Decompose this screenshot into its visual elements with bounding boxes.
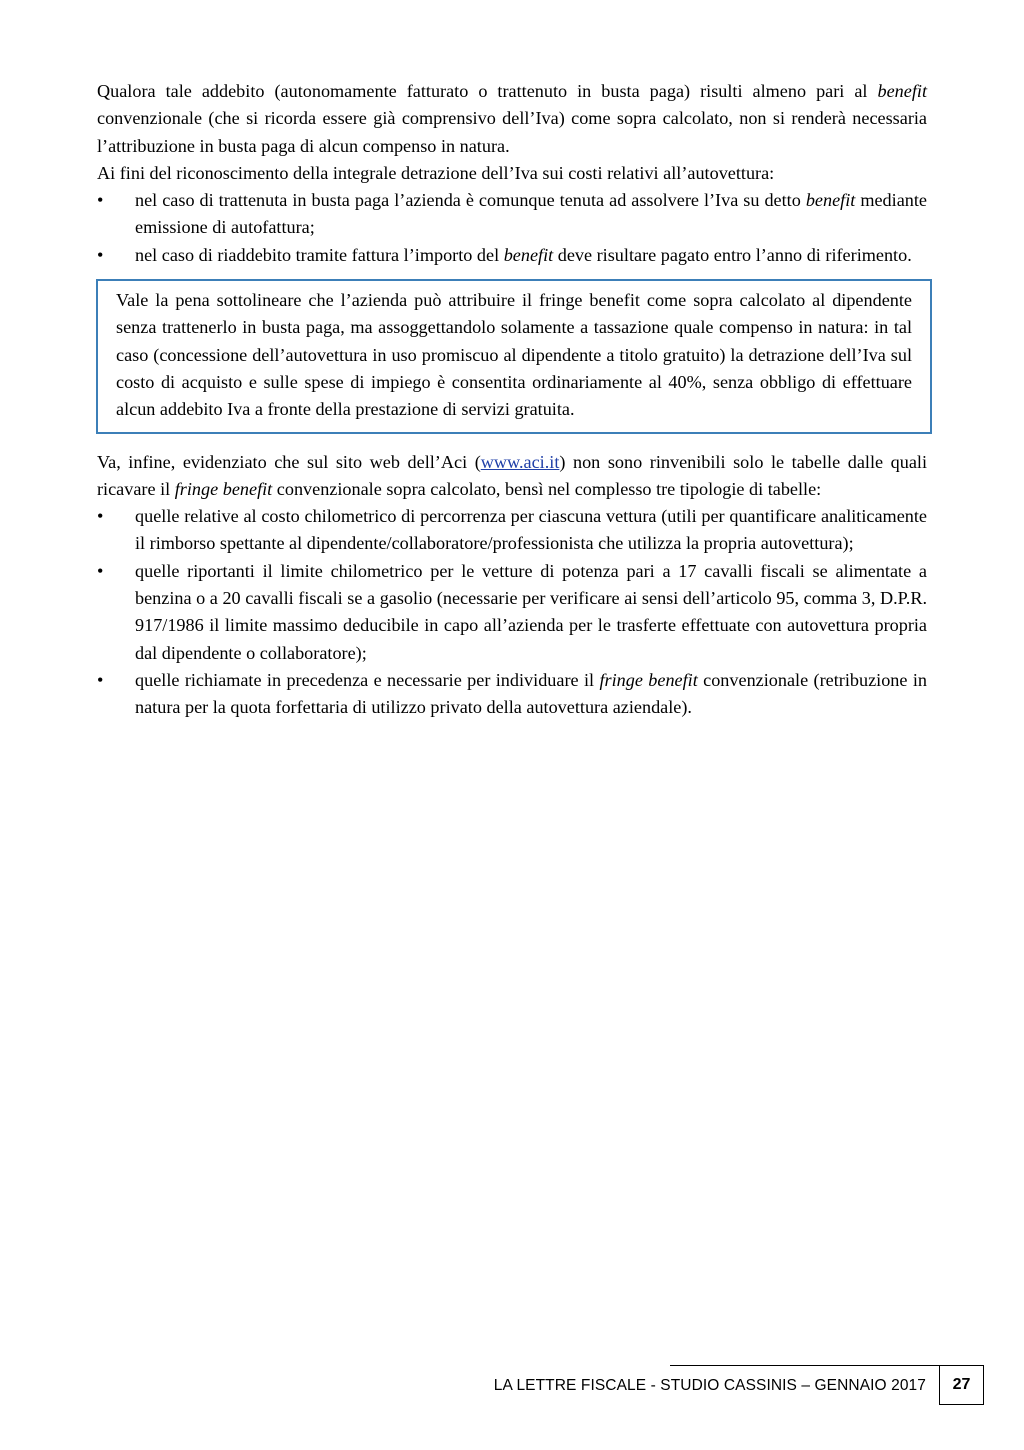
page-footer [0, 1365, 1024, 1425]
intro-italic: benefit [877, 81, 927, 101]
intro-text-part: convenzionale (che si ricorda essere già comprensivo dell’Iva) come sopra calcolato, non si renderà necessaria l’attribuzione in busta paga di alcun compenso in natura. [97, 108, 927, 156]
bullet-icon: • [97, 560, 104, 581]
bullet-icon: • [97, 190, 104, 211]
list-item-text: deve risultare pagato entro l’anno di riferimento. [553, 244, 912, 265]
list-item-text: mediante emissione di autofattura; [135, 190, 927, 238]
closing-text-part: convenzionale sopra calcolato, bensì nel complesso tre tipologie di tabelle: [272, 478, 822, 499]
footer-title: LA LETTRE FISCALE - STUDIO CASSINIS – GENNAIO 2017 [493, 1377, 926, 1394]
list-item [97, 242, 927, 269]
page-number: 27 [939, 1365, 984, 1405]
intro-paragraph [97, 78, 927, 160]
list-item [97, 503, 927, 558]
list-item-text: quelle richiamate in precedenza e necessarie per individuare il [135, 669, 600, 690]
document-body [97, 78, 927, 722]
aci-website-link[interactable]: www.aci.it [480, 451, 560, 472]
iva-paragraph: Ai fini del riconoscimento della integrale detrazione dell’Iva sui costi relativi all’autovettura: [97, 162, 775, 183]
bullet-icon: • [97, 669, 104, 690]
callout-text: Vale la pena sottolineare che l’azienda può attribuire il fringe benefit come sopra calcolato al dipendente senza trattenerlo in busta paga, ma assoggettandolo solamente a tassazione quale compenso in natura: in tal caso (concessione dell’autovettura in uso promiscuo al dipendente a titolo gratuito) la detrazione dell’Iva sul costo di acquisto e sulle spese di impiego è consentita ordinariamente al 40%, senza obbligo di effettuare alcun addebito Iva a fronte della prestazione di servizi gratuita. [116, 290, 912, 420]
list-item-italic: fringe benefit [599, 669, 698, 690]
list-item-text: convenzionale (retribuzione in natura per la quota forfettaria di utilizzo privato della autovettura aziendale). [135, 669, 927, 718]
list-item-text: quelle riportanti il limite chilometrico per le vetture di potenza pari a 17 cavalli fiscali se alimentate a benzina o a 20 cavalli fiscali se a gasolio (necessarie per verificare ai sensi dell’articolo 95, comma 3, D.P.R. 917/1986 il limite massimo deducibile in capo all’azienda per le trasferte effettuate con autovettura propria dal dipendente o collaboratore); [135, 560, 927, 663]
callout-box [96, 279, 932, 433]
list-item-text: nel caso di riaddebito tramite fattura l’importo del [135, 244, 504, 265]
list-item-text: nel caso di trattenuta in busta paga l’azienda è comunque tenuta ad assolvere l’Iva su detto [135, 190, 806, 211]
footer-divider [670, 1365, 940, 1366]
bullet-icon: • [97, 506, 104, 527]
list-item-italic: benefit [503, 244, 554, 265]
list-item [97, 187, 927, 242]
tables-bullet-list [97, 503, 927, 721]
list-item-italic: benefit [805, 190, 856, 211]
bullet-icon: • [97, 244, 104, 265]
closing-text-part: Va, infine, evidenziato che sul sito web dell’Aci ( [97, 451, 481, 472]
list-item [97, 667, 927, 722]
intro-text-part: Qualora tale addebito (autonomamente fatturato o trattenuto in busta paga) risulti almeno pari al [97, 81, 878, 101]
list-item [97, 558, 927, 667]
closing-italic: fringe benefit [174, 478, 273, 499]
list-item-text: quelle relative al costo chilometrico di percorrenza per ciascuna vettura (utili per quantificare analiticamente il rimborso spettante al dipendente/collaboratore/professionista che utilizza la propria autovettura); [135, 506, 927, 554]
iva-bullet-list [97, 187, 927, 269]
closing-text-part: ) non sono rinvenibili solo le tabelle dalle quali ricavare il [97, 451, 927, 499]
closing-paragraph [97, 449, 927, 504]
